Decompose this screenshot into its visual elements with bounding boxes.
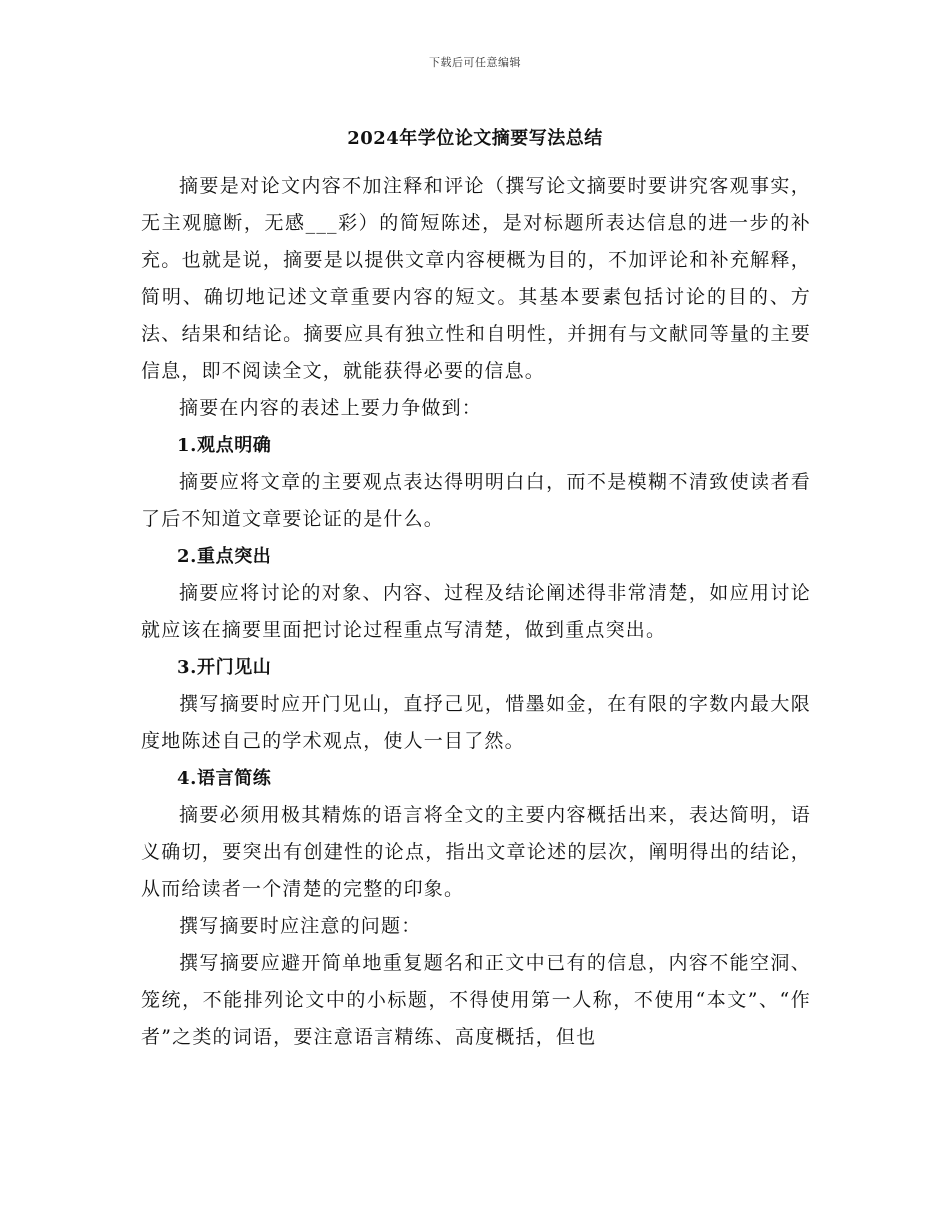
paragraph-clear-viewpoint: 摘要应将文章的主要观点表达得明明白白，而不是模糊不清致使读者看了后不知道文章要论证的是什么。: [141, 471, 811, 530]
paragraph-issues: 撰写摘要应避开简单地重复题名和正文中已有的信息，内容不能空洞、笼统，不能排列论文中的小标题，不得使用第一人称，不使用“本文”、“作者”之类的词语，要注意语言精练、高度概括，但也: [141, 952, 811, 1048]
heading-straight-to-point: 3.开门见山: [177, 657, 272, 678]
heading-concise-language: 4.语言简练: [177, 768, 272, 789]
document-body: [141, 168, 811, 1056]
paragraph-definition: 摘要是对论文内容不加注释和评论（撰写论文摘要时要讲究客观事实，无主观臆断，无感___彩）的简短陈述，是对标题所表达信息的进一步的补充。也就是说，摘要是以提供文章内容梗概为目的，不加评论和补充解释，简明、确切地记述文章重要内容的短文。其基本要素包括讨论的目的、方法、结果和结论。摘要应具有独立性和自明性，并拥有与文献同等量的主要信息，即不阅读全文，就能获得必要的信息。: [141, 175, 811, 382]
heading-clear-viewpoint: 1.观点明确: [177, 435, 272, 456]
paragraph-concise-language: 摘要必须用极其精炼的语言将全文的主要内容概括出来，表达简明，语义确切，要突出有创建性的论点，指出文章论述的层次，阐明得出的结论，从而给读者一个清楚的完整的印象。: [141, 804, 811, 900]
paragraph-requirements-intro: 摘要在内容的表述上要力争做到：: [179, 397, 483, 419]
paragraph-issues-intro: 撰写摘要时应注意的问题：: [179, 915, 422, 937]
document-title: 2024年学位论文摘要写法总结: [347, 128, 603, 149]
paragraph-highlight-focus: 摘要应将讨论的对象、内容、过程及结论阐述得非常清楚，如应用讨论就应该在摘要里面把讨论过程重点写清楚，做到重点突出。: [141, 582, 811, 641]
header-note: 下载后可任意编辑: [429, 56, 521, 69]
paragraph-straight-to-point: 撰写摘要时应开门见山，直抒己见，惜墨如金，在有限的字数内最大限度地陈述自己的学术观点，使人一目了然。: [141, 693, 811, 752]
heading-highlight-focus: 2.重点突出: [177, 546, 272, 567]
